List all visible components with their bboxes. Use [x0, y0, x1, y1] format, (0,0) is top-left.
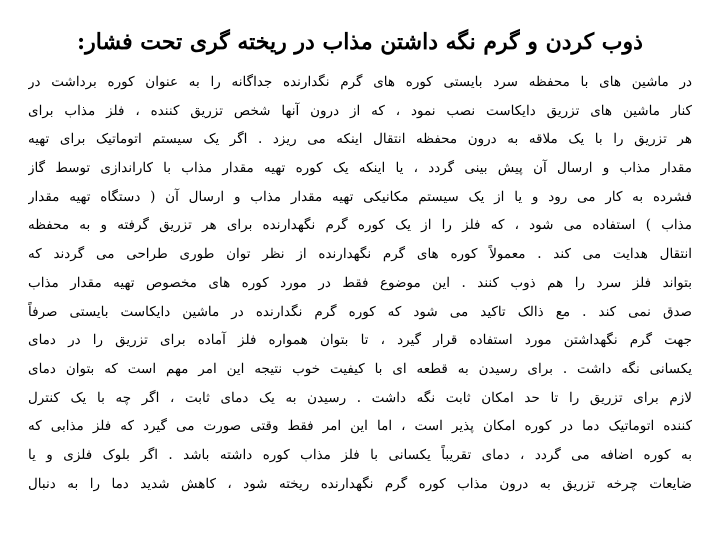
body-line: جهت گرم نگهداشتن مورد استفاده قرار گیرد ، تا بتوان همواره فلز آماده برای تزریق را در دمای	[28, 332, 692, 349]
body-line: در ماشین های با محفظه سرد بایستی کوره های گرم نگدارنده جداگانه را به عنوان کوره برداشت در	[28, 74, 692, 90]
body-line: کنار ماشین های تزریق دایکاست نصب نمود ، که از درون آنها شخص تزریق کننده ، فلز مذاب برای	[28, 102, 692, 119]
body-line: صدق نمی کند . مع ذالک تاکید می شود که کوره گرم نگدارنده در ماشین دایکاست بایستی صرفاً	[28, 303, 692, 320]
body-line: ضایعات چرخه تزریق به درون مذاب کوره گرم نگهدارنده ریخته شود ، کاهش شدید دما را به دنبال	[28, 475, 692, 492]
body-line: فشرده به کار می رود و یا از یک سیستم مکانیکی تهیه مقدار مذاب و ارسال آن ( دستگاه تهیه مقدار	[28, 188, 692, 205]
body-line: کننده اتوماتیک دما در کوره امکان پذیر است ، اما این امر فقط وقتی صورت می گیرد که فلز مذابی که	[28, 418, 692, 435]
body-line: به کوره اضافه می گردد ، دمای تقریباً یکسانی با فلز مذاب کوره داشته باشد . اگر بلوک فلزی و یا	[28, 446, 692, 463]
document-title: ذوب کردن و گرم نگه داشتن مذاب در ریخته گری تحت فشار:	[77, 29, 643, 55]
body-line: لازم برای تزریق را تا حد امکان ثابت نگه داشت . رسیدن به یک دمای ثابت ، اگر چه با یک کنترل	[28, 389, 692, 406]
body-line: هر تزریق را با یک ملاقه به درون محفظه انتقال اینکه می ریزد . اگر یک سیستم اتوماتیک برای تهیه	[28, 131, 692, 148]
body-line: مقدار مذاب و ارسال آن پیش بینی گردد ، یا اینکه یک کوره تهیه مقدار مذاب با کاراندازی توسط گاز	[28, 160, 692, 177]
document-body	[28, 68, 692, 498]
body-line: مذاب ) استفاده می شود ، که فلز را از یک کوره گرم نگهدارنده برای هر تزریق گرفته و به محفظه	[28, 217, 692, 234]
body-line: بتواند فلز سرد را هم ذوب کنند . این موضوع فقط در مورد کوره های مخصوص تهیه مقدار مذاب	[28, 274, 692, 291]
body-line: یکسانی نگه داشت . برای رسیدن به قطعه ای با کیفیت خوب نتیجه این امر مهم است که بتوان دمای	[28, 360, 692, 377]
body-line: انتقال هدایت می کند . معمولاً کوره های گرم نگهدارنده از نظر توان طوری طراحی می گردند که	[28, 246, 692, 263]
